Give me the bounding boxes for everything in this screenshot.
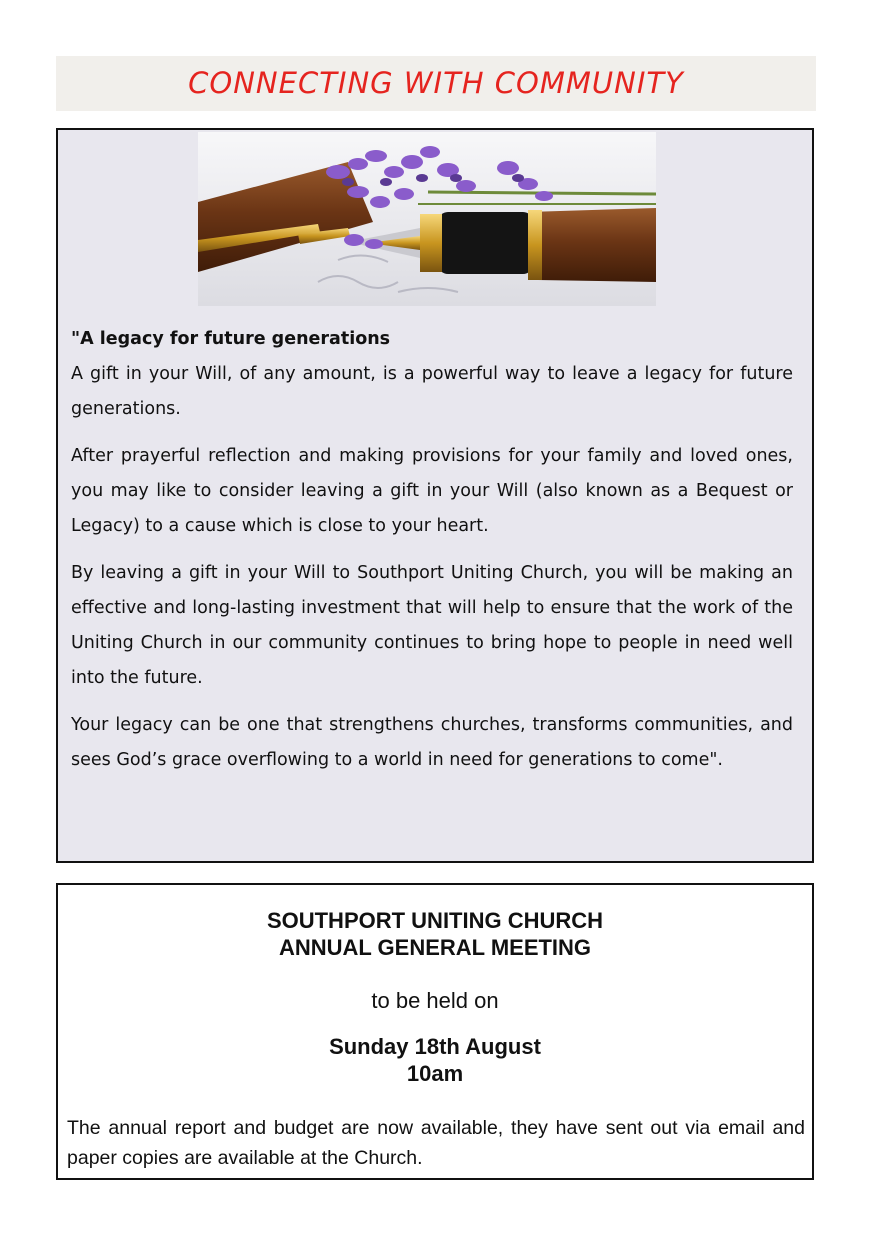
page-title: CONNECTING WITH COMMUNITY bbox=[188, 66, 684, 100]
legacy-heading: "A legacy for future generations bbox=[71, 329, 391, 349]
legacy-paragraph: Your legacy can be one that strengthens churches, transforms communities, and sees God’s grace overflowing to a world in need for generations to come". bbox=[71, 715, 793, 770]
legacy-paragraph: A gift in your Will, of any amount, is a powerful way to leave a legacy for future generations. bbox=[71, 364, 793, 419]
agm-date: Sunday 18th August bbox=[329, 1034, 541, 1059]
agm-section bbox=[56, 883, 814, 1180]
legacy-body bbox=[71, 322, 793, 790]
legacy-paragraph: By leaving a gift in your Will to Southport Uniting Church, you will be making an effective and long-lasting investment that will help to ensure that the work of the Uniting Church in our community continues to bring hope to people in need well into the future. bbox=[71, 563, 793, 688]
legacy-section bbox=[56, 128, 814, 863]
agm-time: 10am bbox=[406, 1061, 464, 1086]
page-header bbox=[56, 56, 816, 111]
agm-title-line2: ANNUAL GENERAL MEETING bbox=[278, 935, 592, 960]
agm-date-block bbox=[58, 1033, 812, 1087]
pen-lavender-image bbox=[198, 132, 656, 306]
agm-title bbox=[58, 907, 812, 961]
agm-note: The annual report and budget are now available, they have sent out via email and paper copies are available at the Church. bbox=[67, 1117, 805, 1169]
legacy-paragraph: After prayerful reflection and making provisions for your family and loved ones, you may like to consider leaving a gift in your Will (also known as a Bequest or Legacy) to a cause which is close to your heart. bbox=[71, 446, 793, 536]
agm-title-line1: SOUTHPORT UNITING CHURCH bbox=[266, 908, 604, 933]
agm-subtitle: to be held on bbox=[371, 988, 499, 1013]
